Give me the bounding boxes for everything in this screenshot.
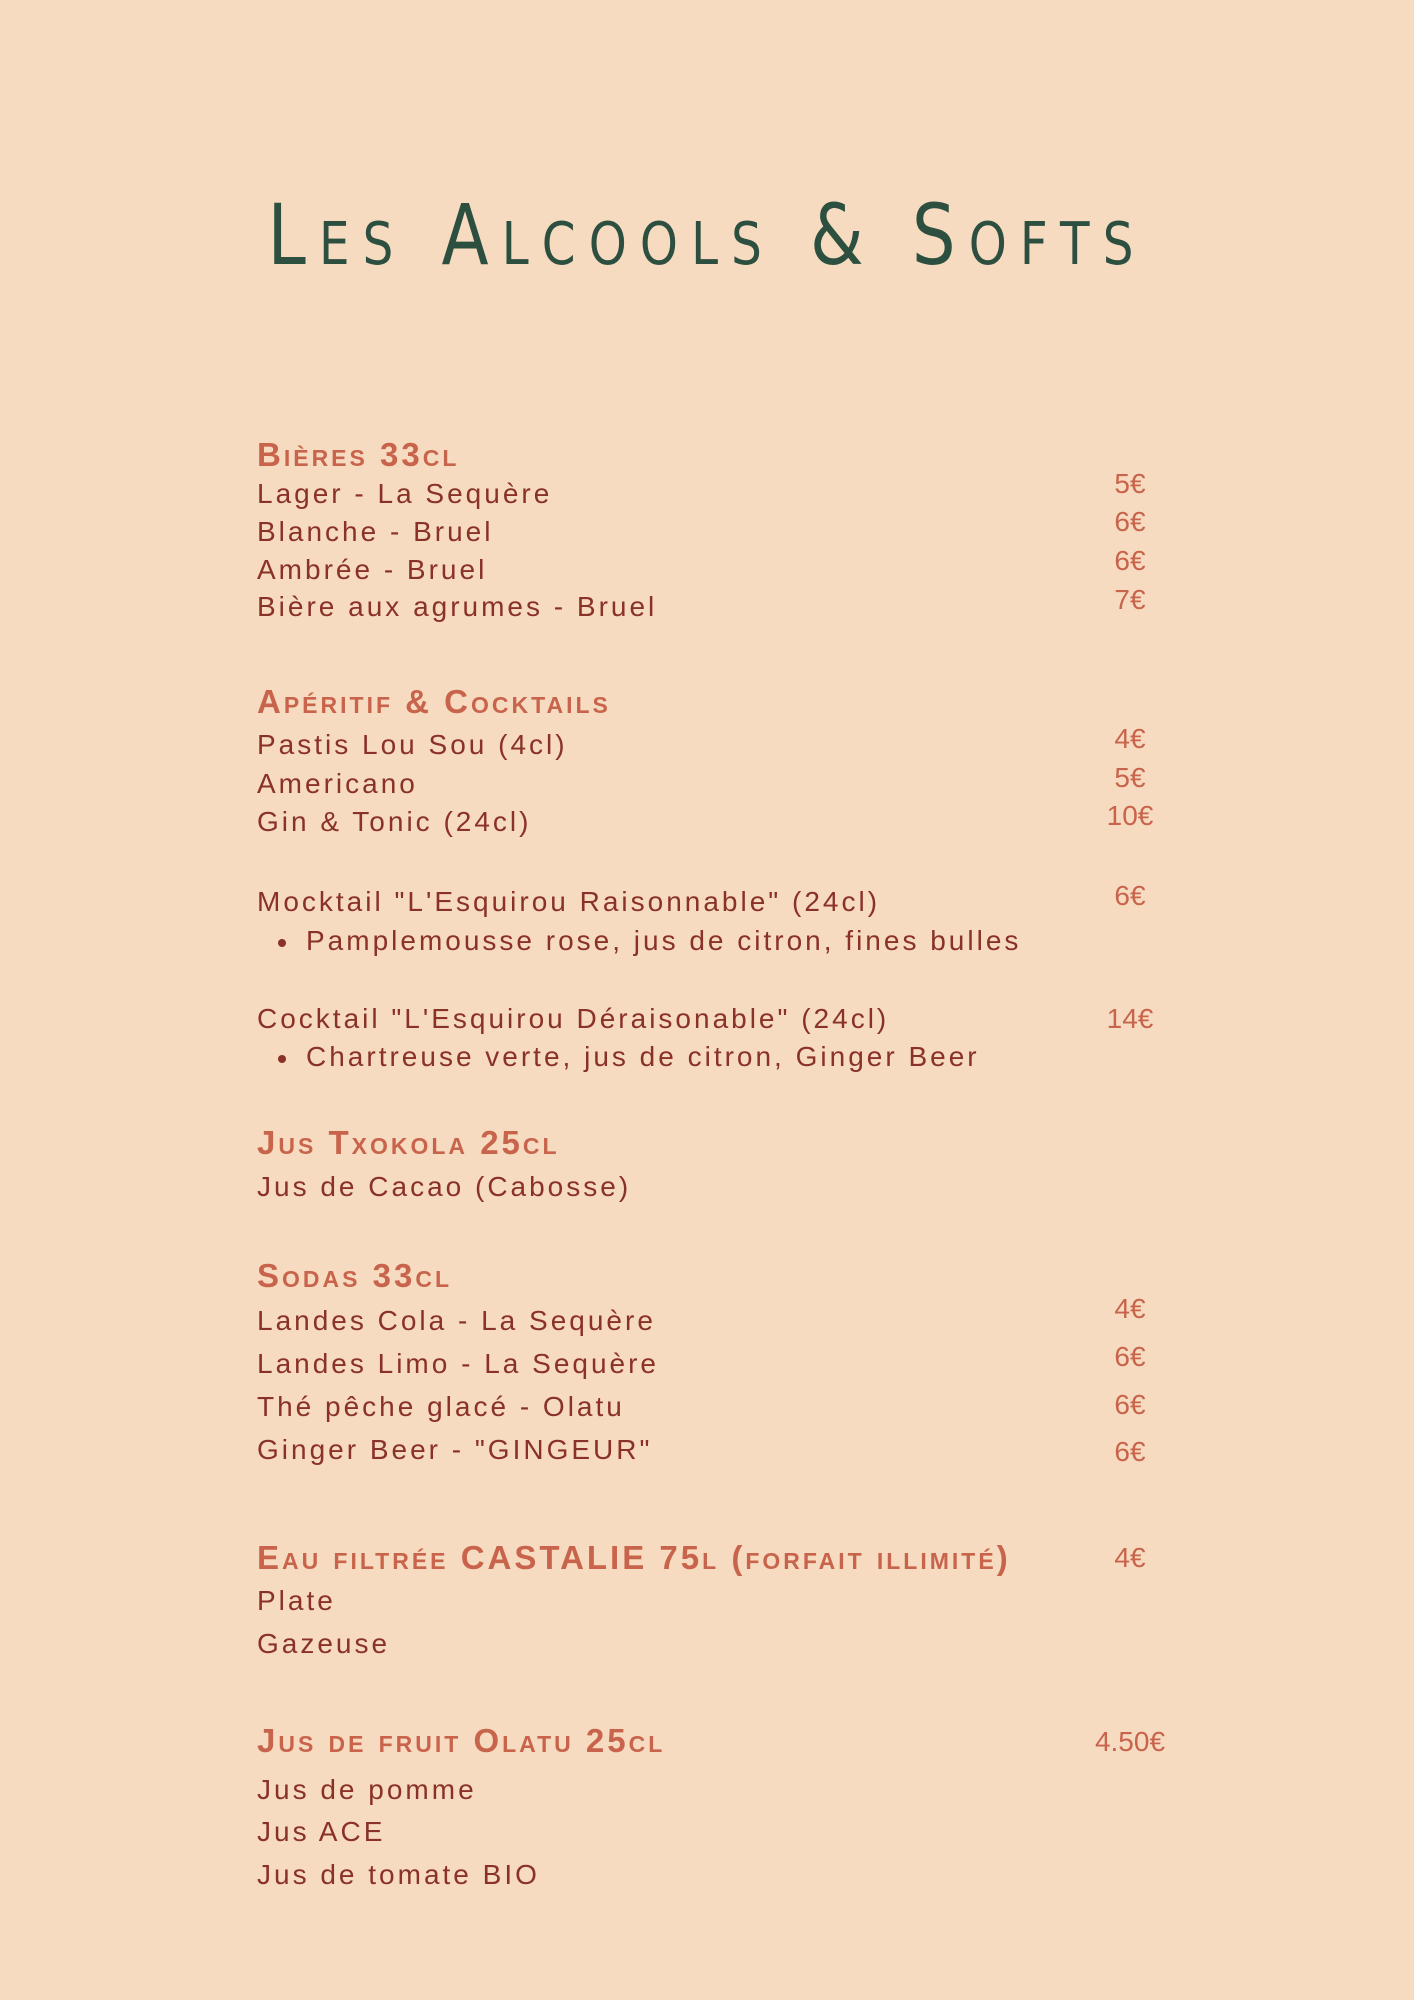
menu-item-price: 6€ xyxy=(1114,1436,1146,1467)
section-title-txokola: Jus Txokola 25cl xyxy=(257,1124,560,1161)
menu-item: Lager - La Sequère xyxy=(257,478,553,509)
menu-item-price: 4€ xyxy=(1114,1293,1146,1324)
menu-item: Thé pêche glacé - Olatu xyxy=(257,1391,625,1422)
menu-item: Americano xyxy=(257,768,418,799)
menu-item: Jus de pomme xyxy=(257,1774,477,1805)
menu-item-detail: Pamplemousse rose, jus de citron, fines bulles xyxy=(278,925,1021,957)
menu-item: Pastis Lou Sou (4cl) xyxy=(257,729,568,760)
menu-item: Jus de Cacao (Cabosse) xyxy=(257,1171,632,1202)
section-title-aperitif: Apéritif & Cocktails xyxy=(257,683,611,720)
menu-item: Blanche - Bruel xyxy=(257,516,494,547)
menu-item-price: 14€ xyxy=(1106,1003,1154,1034)
menu-item: Landes Cola - La Sequère xyxy=(257,1305,656,1336)
menu-item-price: 6€ xyxy=(1114,880,1146,911)
menu-item: Cocktail "L'Esquirou Déraisonable" (24cl) xyxy=(257,1003,890,1034)
menu-item-price: 6€ xyxy=(1114,545,1146,576)
menu-item: Ambrée - Bruel xyxy=(257,554,488,585)
section-price-eau: 4€ xyxy=(1114,1542,1146,1573)
menu-item: Mocktail "L'Esquirou Raisonnable" (24cl) xyxy=(257,886,881,917)
menu-item-price: 6€ xyxy=(1114,1341,1146,1372)
menu-item: Ginger Beer - "GINGEUR" xyxy=(257,1434,653,1465)
menu-item-price: 6€ xyxy=(1114,1389,1146,1420)
menu-item-price: 10€ xyxy=(1106,800,1154,831)
section-title-sodas: Sodas 33cl xyxy=(257,1257,452,1294)
menu-item-price: 5€ xyxy=(1114,468,1146,499)
menu-item-price: 5€ xyxy=(1114,762,1146,793)
menu-item-detail: Chartreuse verte, jus de citron, Ginger Beer xyxy=(278,1041,980,1073)
menu-item: Gin & Tonic (24cl) xyxy=(257,806,532,837)
section-price-jus-fruit: 4.50€ xyxy=(1094,1726,1166,1757)
menu-item-price: 6€ xyxy=(1114,506,1146,537)
section-title-eau: Eau filtrée CASTALIE 75l (forfait illimité) xyxy=(257,1539,1011,1576)
menu-item: Plate xyxy=(257,1585,336,1616)
menu-item: Jus de tomate BIO xyxy=(257,1859,540,1890)
menu-item: Gazeuse xyxy=(257,1628,391,1659)
menu-item: Bière aux agrumes - Bruel xyxy=(257,591,658,622)
menu-item: Landes Limo - La Sequère xyxy=(257,1348,659,1379)
menu-item: Jus ACE xyxy=(257,1816,386,1847)
menu-item-price: 7€ xyxy=(1114,584,1146,615)
section-title-jus-fruit: Jus de fruit Olatu 25cl xyxy=(257,1722,666,1759)
menu-item-price: 4€ xyxy=(1114,723,1146,754)
page-title: Les Alcools & Softs xyxy=(267,186,1147,284)
section-title-bieres: Bières 33cl xyxy=(257,436,460,473)
